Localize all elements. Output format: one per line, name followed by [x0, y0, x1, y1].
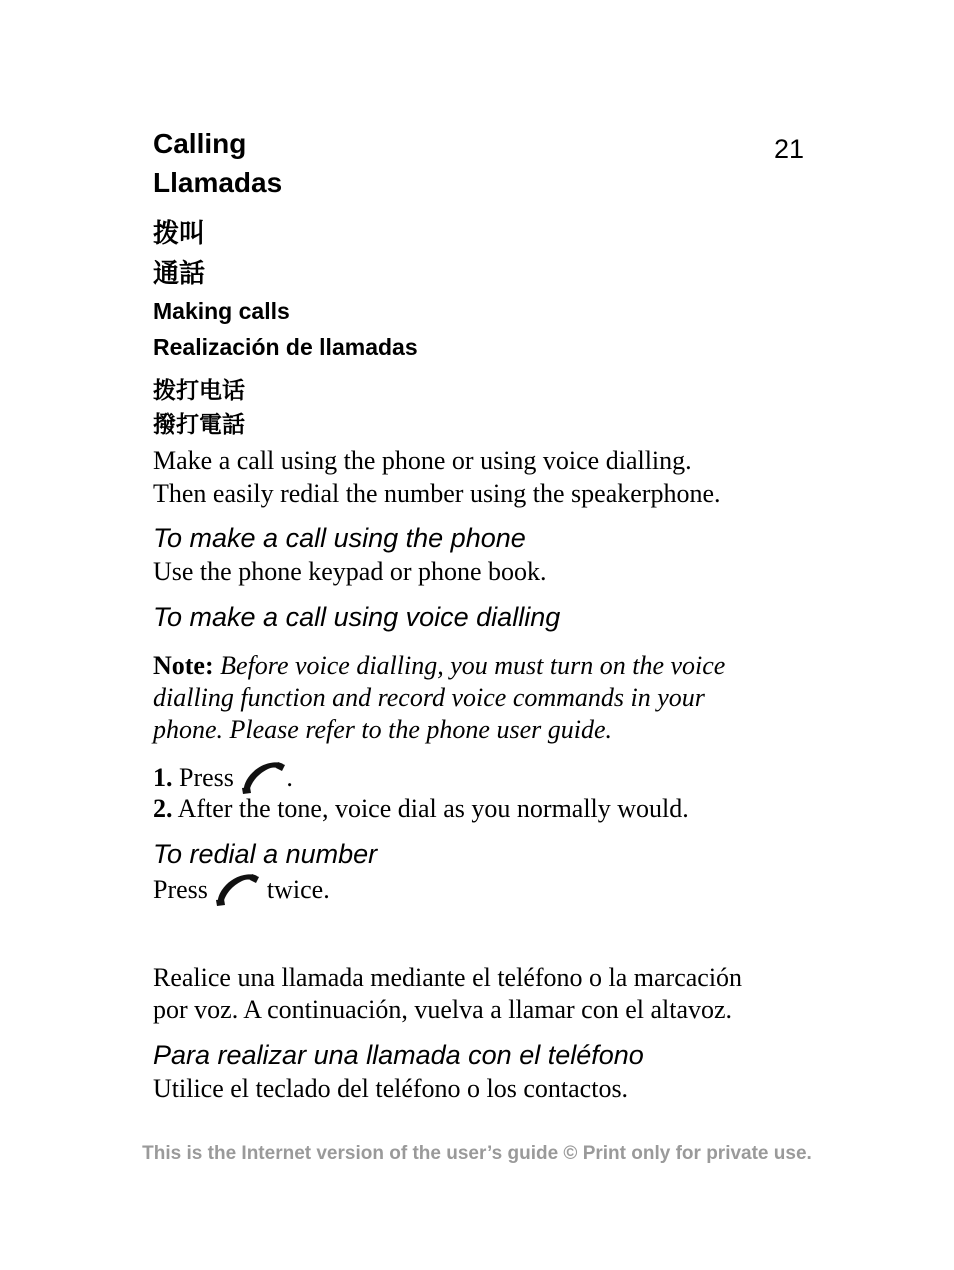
note-line-1 [153, 650, 725, 682]
redial-press: Press [153, 875, 208, 904]
intro-en-line-2: Then easily redial the number using the speakerphone. [153, 479, 721, 508]
section-heading-es: Realización de llamadas [153, 334, 418, 360]
note-text-1: Before voice dialling, you must turn on the voice [220, 651, 726, 680]
es-call-using-phone-text: Utilice el teclado del teléfono o los contactos. [153, 1074, 629, 1103]
subheading-es-call-using-phone: Para realizar una llamada con el teléfono [153, 1040, 644, 1070]
intro-es-line-1: Realice una llamada mediante el teléfono o la marcación [153, 963, 743, 992]
note-line-3: phone. Please refer to the phone user guide. [153, 715, 612, 744]
intro-es-line-2: por voz. A continuación, vuelva a llamar con el altavoz. [153, 995, 733, 1024]
phone-handset-icon [240, 760, 286, 794]
intro-en-line-1: Make a call using the phone or using voice dialling. [153, 446, 692, 475]
step-2-text: After the tone, voice dial as you normally would. [177, 794, 689, 823]
subheading-call-using-phone: To make a call using the phone [153, 523, 526, 553]
subheading-redial: To redial a number [153, 839, 378, 869]
step-1 [153, 760, 293, 794]
section-heading-en: Making calls [153, 298, 290, 324]
title-en: Calling [153, 128, 247, 159]
step-1-number: 1. [153, 763, 173, 792]
call-using-phone-text: Use the phone keypad or phone book. [153, 557, 547, 586]
step-1-period: . [286, 763, 293, 792]
subheading-voice-dialling: To make a call using voice dialling [153, 602, 561, 632]
step-1-text: Press [179, 763, 234, 792]
phone-handset-icon [214, 872, 260, 906]
footer-notice: This is the Internet version of the user’s guide © Print only for private use. [142, 1143, 812, 1164]
title-es: Llamadas [153, 167, 283, 198]
note-line-2: dialling function and record voice commands in your [153, 683, 705, 712]
redial-twice: twice. [266, 875, 330, 904]
step-2-number: 2. [153, 794, 173, 823]
redial-text [153, 872, 330, 906]
page-number: 21 [774, 134, 805, 164]
section-heading-zh-cn: 拨打电话 [153, 377, 245, 403]
step-2 [153, 793, 689, 825]
title-zh-tw: 通話 [153, 258, 206, 288]
section-heading-zh-tw: 撥打電話 [153, 411, 245, 437]
note-label: Note: [153, 651, 214, 680]
title-zh-cn: 拨叫 [153, 218, 206, 248]
